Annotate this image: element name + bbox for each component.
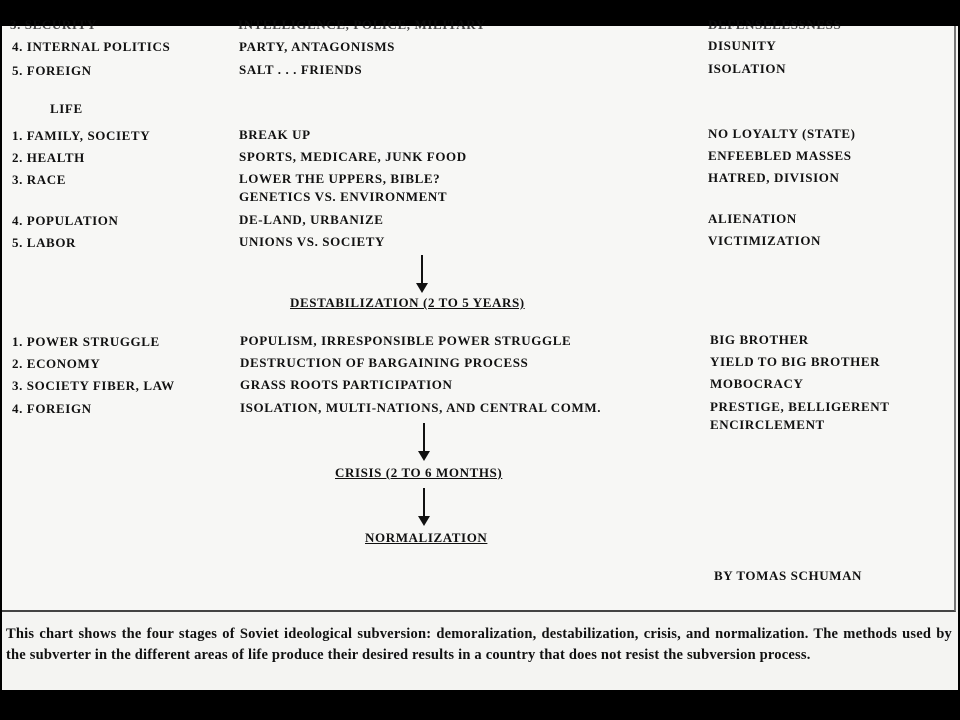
foreign-method: SALT . . . FRIENDS (239, 62, 363, 77)
economy-result: YIELD TO BIG BROTHER (710, 354, 881, 369)
family-society-label: 1. FAMILY, SOCIETY (12, 128, 151, 143)
power-struggle-method: POPULISM, IRRESPONSIBLE POWER STRUGGLE (240, 333, 572, 348)
foreign-destab-result: PRESTIGE, BELLIGERENT (710, 399, 890, 414)
health-result: ENFEEBLED MASSES (708, 148, 852, 163)
foreign-result: ISOLATION (708, 61, 787, 76)
family-society-method: BREAK UP (239, 127, 311, 142)
crisis-heading: CRISIS (2 TO 6 MONTHS) (335, 465, 503, 480)
population-method: DE-LAND, URBANIZE (239, 212, 384, 227)
labor-method: UNIONS VS. SOCIETY (239, 234, 386, 249)
figure-caption: This chart shows the four stages of Soviet ideological subversion: demoralization, destabilization, crisis, and normalization. The methods used by the subverter in the different areas of life produce their desired results in a country that does not resist the subversion process. (6, 626, 952, 663)
security-row-label: 3. SECURITY (10, 17, 97, 32)
down-arrow-icon (415, 255, 429, 293)
normalization-heading: NORMALIZATION (365, 530, 488, 545)
race-result: HATRED, DIVISION (708, 170, 840, 185)
down-arrow-icon (417, 488, 431, 526)
power-struggle-result: BIG BROTHER (710, 332, 809, 347)
race-method-line2: GENETICS VS. ENVIRONMENT (239, 189, 448, 204)
labor-label: 5. LABOR (12, 235, 77, 250)
internal-politics-label: 4. INTERNAL POLITICS (12, 39, 171, 54)
population-result: ALIENATION (708, 211, 797, 226)
destabilization-heading: DESTABILIZATION (2 TO 5 YEARS) (290, 295, 525, 310)
foreign-destab-method: ISOLATION, MULTI-NATIONS, AND CENTRAL COMM. (240, 400, 602, 415)
internal-politics-result: DISUNITY (708, 38, 777, 53)
security-row-result: DEFENSELESSNESS (708, 17, 842, 32)
foreign-label: 5. FOREIGN (12, 63, 92, 78)
family-society-result: NO LOYALTY (STATE) (708, 126, 856, 141)
health-method: SPORTS, MEDICARE, JUNK FOOD (239, 149, 467, 164)
labor-result: VICTIMIZATION (708, 233, 822, 248)
byline: BY TOMAS SCHUMAN (714, 568, 863, 583)
health-label: 2. HEALTH (12, 150, 85, 165)
society-fiber-result: MOBOCRACY (710, 376, 804, 391)
race-label: 3. RACE (12, 172, 67, 187)
subversion-chart (2, 17, 956, 612)
security-row-method: INTELLIGENCE, POLICE, MILITARY (238, 17, 486, 32)
race-method: LOWER THE UPPERS, BIBLE? (239, 171, 441, 186)
society-fiber-method: GRASS ROOTS PARTICIPATION (240, 377, 453, 392)
document-page (2, 17, 958, 690)
foreign-destab-label: 4. FOREIGN (12, 401, 92, 416)
power-struggle-label: 1. POWER STRUGGLE (12, 334, 160, 349)
internal-politics-method: PARTY, ANTAGONISMS (239, 39, 396, 54)
down-arrow-icon (417, 423, 431, 461)
economy-method: DESTRUCTION OF BARGAINING PROCESS (240, 355, 529, 370)
economy-label: 2. ECONOMY (12, 356, 101, 371)
foreign-destab-result-line2: ENCIRCLEMENT (710, 417, 825, 432)
life-heading: LIFE (50, 101, 83, 116)
society-fiber-label: 3. SOCIETY FIBER, LAW (12, 378, 175, 393)
population-label: 4. POPULATION (12, 213, 119, 228)
